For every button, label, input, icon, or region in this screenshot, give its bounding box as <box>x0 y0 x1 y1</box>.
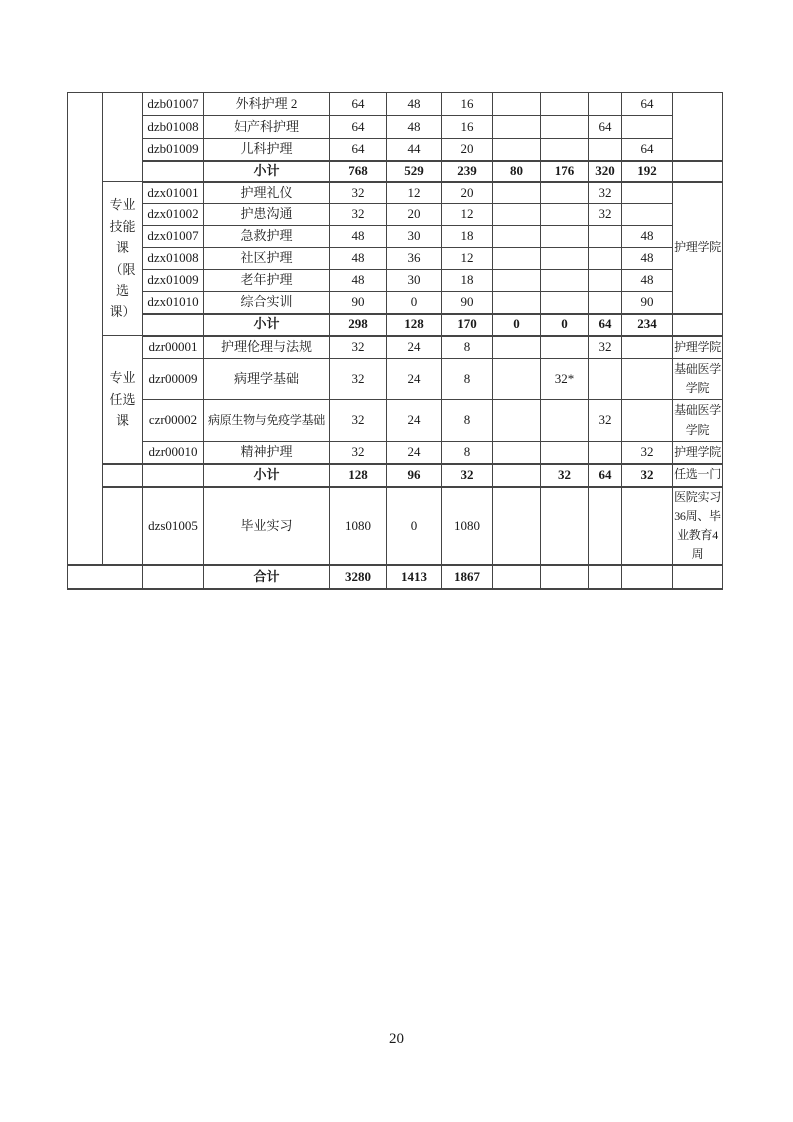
cell-course-code: dzx01009 <box>143 270 204 292</box>
page-number: 20 <box>389 1031 404 1047</box>
cell-practice-hours: 18 <box>442 270 493 292</box>
cell-sem1 <box>493 182 541 204</box>
cell-course-name: 护患沟通 <box>204 204 330 226</box>
cell-sem4 <box>622 400 673 442</box>
cell-sem1: 80 <box>493 161 541 182</box>
table-row <box>68 336 723 359</box>
table-row <box>68 400 723 442</box>
table-row <box>68 359 723 400</box>
table-row <box>68 270 723 292</box>
cell-total-hours: 90 <box>330 292 387 314</box>
cell-sem2 <box>541 336 589 359</box>
cell-course-code: dzs01005 <box>143 487 204 566</box>
cell-theory-hours: 30 <box>387 226 442 248</box>
grand-total-label: 合计 <box>204 565 330 589</box>
cell-sem3 <box>589 270 622 292</box>
cell-sem3 <box>589 565 622 589</box>
cell-sem3 <box>589 93 622 116</box>
cell-sem4 <box>622 116 673 139</box>
cell-sem3: 32 <box>589 400 622 442</box>
cell-sem3 <box>589 487 622 566</box>
cell-sem2: 176 <box>541 161 589 182</box>
cell-sem1 <box>493 565 541 589</box>
cell-school <box>673 161 723 182</box>
cell-sem3 <box>589 226 622 248</box>
cell-sem4: 64 <box>622 139 673 161</box>
cell-sem4 <box>622 565 673 589</box>
cell-sem2 <box>541 487 589 566</box>
subtotal-label: 小计 <box>204 464 330 487</box>
category-elective-course-cell: 专业任选课 <box>103 336 143 464</box>
cell-course-name: 社区护理 <box>204 248 330 270</box>
cell-school: 任选一门 <box>673 464 723 487</box>
cell-sem1 <box>493 270 541 292</box>
cell-school: 基础医学学院 <box>673 400 723 442</box>
cell-total-hours: 48 <box>330 226 387 248</box>
cell-practice-hours: 8 <box>442 359 493 400</box>
cell-sem2 <box>541 116 589 139</box>
cell-school-note: 医院实习36周、毕业教育4周 <box>673 487 723 566</box>
subtotal-row <box>68 161 723 182</box>
cell-course-code: dzx01001 <box>143 182 204 204</box>
cell-course-code: czr00002 <box>143 400 204 442</box>
cell-sem2 <box>541 292 589 314</box>
cell-practice-hours: 20 <box>442 139 493 161</box>
cell-course-code <box>143 464 204 487</box>
cell-course-name: 儿科护理 <box>204 139 330 161</box>
cell-sem3: 320 <box>589 161 622 182</box>
cell-total-hours: 48 <box>330 270 387 292</box>
cell-sem1 <box>493 400 541 442</box>
cell-theory-hours: 20 <box>387 204 442 226</box>
cell-sem4 <box>622 359 673 400</box>
cell-total-hours: 768 <box>330 161 387 182</box>
cell-total-hours: 64 <box>330 116 387 139</box>
category2-merged-cell <box>103 93 143 182</box>
cell-course-code: dzr00010 <box>143 442 204 464</box>
category2-empty-cell <box>103 464 143 487</box>
cell-sem1: 0 <box>493 314 541 336</box>
cell-course-code <box>143 314 204 336</box>
cell-sem2: 32* <box>541 359 589 400</box>
cell-total-hours: 32 <box>330 182 387 204</box>
cell-total-hours: 298 <box>330 314 387 336</box>
cell-practice-hours: 16 <box>442 93 493 116</box>
cell-practice-hours: 1080 <box>442 487 493 566</box>
cell-total-hours: 64 <box>330 93 387 116</box>
cell-course-code: dzx01002 <box>143 204 204 226</box>
cell-total-hours: 32 <box>330 336 387 359</box>
cell-practice-hours: 90 <box>442 292 493 314</box>
cell-course-code: dzx01010 <box>143 292 204 314</box>
cell-sem2 <box>541 400 589 442</box>
cell-course-code: dzb01007 <box>143 93 204 116</box>
cell-course-code <box>143 161 204 182</box>
cell-sem3 <box>589 139 622 161</box>
cell-sem2 <box>541 270 589 292</box>
cell-course-code <box>143 565 204 589</box>
cell-theory-hours: 128 <box>387 314 442 336</box>
cell-total-hours: 48 <box>330 248 387 270</box>
cell-sem3: 64 <box>589 314 622 336</box>
cell-school: 基础医学学院 <box>673 359 723 400</box>
category2-empty-cell <box>103 487 143 566</box>
cell-sem4: 48 <box>622 226 673 248</box>
cell-sem4: 64 <box>622 93 673 116</box>
cell-sem2: 0 <box>541 314 589 336</box>
cell-practice-hours: 12 <box>442 248 493 270</box>
cell-course-name: 妇产科护理 <box>204 116 330 139</box>
cell-sem3: 32 <box>589 204 622 226</box>
cell-total-hours: 32 <box>330 442 387 464</box>
cell-theory-hours: 96 <box>387 464 442 487</box>
cell-sem4: 234 <box>622 314 673 336</box>
cell-sem4: 32 <box>622 464 673 487</box>
category-merged-empty-cell <box>68 565 143 589</box>
cell-sem1 <box>493 204 541 226</box>
cell-theory-hours: 24 <box>387 400 442 442</box>
table-row <box>68 226 723 248</box>
cell-sem3 <box>589 359 622 400</box>
cell-sem2 <box>541 139 589 161</box>
cell-course-code: dzb01008 <box>143 116 204 139</box>
cell-course-name: 精神护理 <box>204 442 330 464</box>
school-merged-cell <box>673 93 723 161</box>
cell-sem4: 90 <box>622 292 673 314</box>
table-row <box>68 442 723 464</box>
cell-sem1 <box>493 93 541 116</box>
cell-course-name: 毕业实习 <box>204 487 330 566</box>
cell-sem2 <box>541 226 589 248</box>
table-row <box>68 93 723 116</box>
cell-practice-hours: 20 <box>442 182 493 204</box>
grand-total-row <box>68 565 723 589</box>
cell-sem3: 64 <box>589 116 622 139</box>
cell-course-name: 护理伦理与法规 <box>204 336 330 359</box>
cell-theory-hours: 0 <box>387 487 442 566</box>
cell-theory-hours: 1413 <box>387 565 442 589</box>
cell-theory-hours: 24 <box>387 359 442 400</box>
cell-sem4 <box>622 336 673 359</box>
cell-practice-hours: 239 <box>442 161 493 182</box>
cell-theory-hours: 24 <box>387 336 442 359</box>
cell-sem3: 32 <box>589 336 622 359</box>
table-row <box>68 139 723 161</box>
cell-theory-hours: 0 <box>387 292 442 314</box>
cell-theory-hours: 36 <box>387 248 442 270</box>
cell-theory-hours: 48 <box>387 93 442 116</box>
cell-practice-hours: 12 <box>442 204 493 226</box>
cell-school <box>673 565 723 589</box>
cell-practice-hours: 16 <box>442 116 493 139</box>
cell-course-name: 病原生物与免疫学基础 <box>204 400 330 442</box>
subtotal-label: 小计 <box>204 161 330 182</box>
cell-sem4 <box>622 204 673 226</box>
cell-sem4: 48 <box>622 248 673 270</box>
table-row <box>68 116 723 139</box>
cell-course-code: dzx01007 <box>143 226 204 248</box>
cell-course-name: 急救护理 <box>204 226 330 248</box>
cell-course-code: dzx01008 <box>143 248 204 270</box>
cell-sem3: 64 <box>589 464 622 487</box>
cell-sem2 <box>541 442 589 464</box>
cell-sem4 <box>622 182 673 204</box>
cell-total-hours: 32 <box>330 359 387 400</box>
cell-practice-hours: 32 <box>442 464 493 487</box>
cell-course-name: 老年护理 <box>204 270 330 292</box>
cell-sem2 <box>541 248 589 270</box>
cell-sem1 <box>493 336 541 359</box>
cell-sem1 <box>493 487 541 566</box>
table-row <box>68 248 723 270</box>
cell-total-hours: 128 <box>330 464 387 487</box>
cell-practice-hours: 8 <box>442 442 493 464</box>
table-row <box>68 292 723 314</box>
cell-total-hours: 3280 <box>330 565 387 589</box>
cell-total-hours: 64 <box>330 139 387 161</box>
cell-school: 护理学院 <box>673 442 723 464</box>
cell-sem1 <box>493 116 541 139</box>
cell-practice-hours: 8 <box>442 336 493 359</box>
table-row <box>68 487 723 566</box>
cell-total-hours: 1080 <box>330 487 387 566</box>
cell-practice-hours: 18 <box>442 226 493 248</box>
cell-practice-hours: 8 <box>442 400 493 442</box>
cell-sem2 <box>541 204 589 226</box>
cell-school: 护理学院 <box>673 336 723 359</box>
cell-sem1 <box>493 359 541 400</box>
cell-sem2 <box>541 565 589 589</box>
subtotal-row <box>68 464 723 487</box>
table-row <box>68 204 723 226</box>
curriculum-table <box>67 92 723 590</box>
cell-sem1 <box>493 248 541 270</box>
cell-sem1 <box>493 442 541 464</box>
cell-sem2 <box>541 93 589 116</box>
cell-sem4: 48 <box>622 270 673 292</box>
cell-theory-hours: 44 <box>387 139 442 161</box>
cell-sem2: 32 <box>541 464 589 487</box>
table-row <box>68 182 723 204</box>
cell-practice-hours: 1867 <box>442 565 493 589</box>
cell-sem3 <box>589 442 622 464</box>
cell-theory-hours: 24 <box>387 442 442 464</box>
cell-sem1 <box>493 139 541 161</box>
cell-theory-hours: 12 <box>387 182 442 204</box>
cell-sem1 <box>493 292 541 314</box>
cell-total-hours: 32 <box>330 204 387 226</box>
cell-school <box>673 314 723 336</box>
cell-sem1 <box>493 464 541 487</box>
cell-course-name: 病理学基础 <box>204 359 330 400</box>
cell-course-code: dzb01009 <box>143 139 204 161</box>
subtotal-row <box>68 314 723 336</box>
cell-theory-hours: 48 <box>387 116 442 139</box>
cell-theory-hours: 529 <box>387 161 442 182</box>
cell-sem3 <box>589 248 622 270</box>
subtotal-label: 小计 <box>204 314 330 336</box>
cell-practice-hours: 170 <box>442 314 493 336</box>
cell-sem1 <box>493 226 541 248</box>
cell-course-code: dzr00001 <box>143 336 204 359</box>
cell-course-name: 综合实训 <box>204 292 330 314</box>
cell-sem3 <box>589 292 622 314</box>
cell-sem4: 32 <box>622 442 673 464</box>
cell-total-hours: 32 <box>330 400 387 442</box>
cell-sem2 <box>541 182 589 204</box>
cell-sem4 <box>622 487 673 566</box>
cell-course-code: dzr00009 <box>143 359 204 400</box>
cell-course-name: 外科护理 2 <box>204 93 330 116</box>
school-nursing-merged-cell: 护理学院 <box>673 182 723 314</box>
cell-theory-hours: 30 <box>387 270 442 292</box>
cell-sem3: 32 <box>589 182 622 204</box>
cell-course-name: 护理礼仪 <box>204 182 330 204</box>
category-skill-course-cell: 专业技能课（限选课） <box>103 182 143 336</box>
cell-sem4: 192 <box>622 161 673 182</box>
category1-merged-cell <box>68 93 103 566</box>
